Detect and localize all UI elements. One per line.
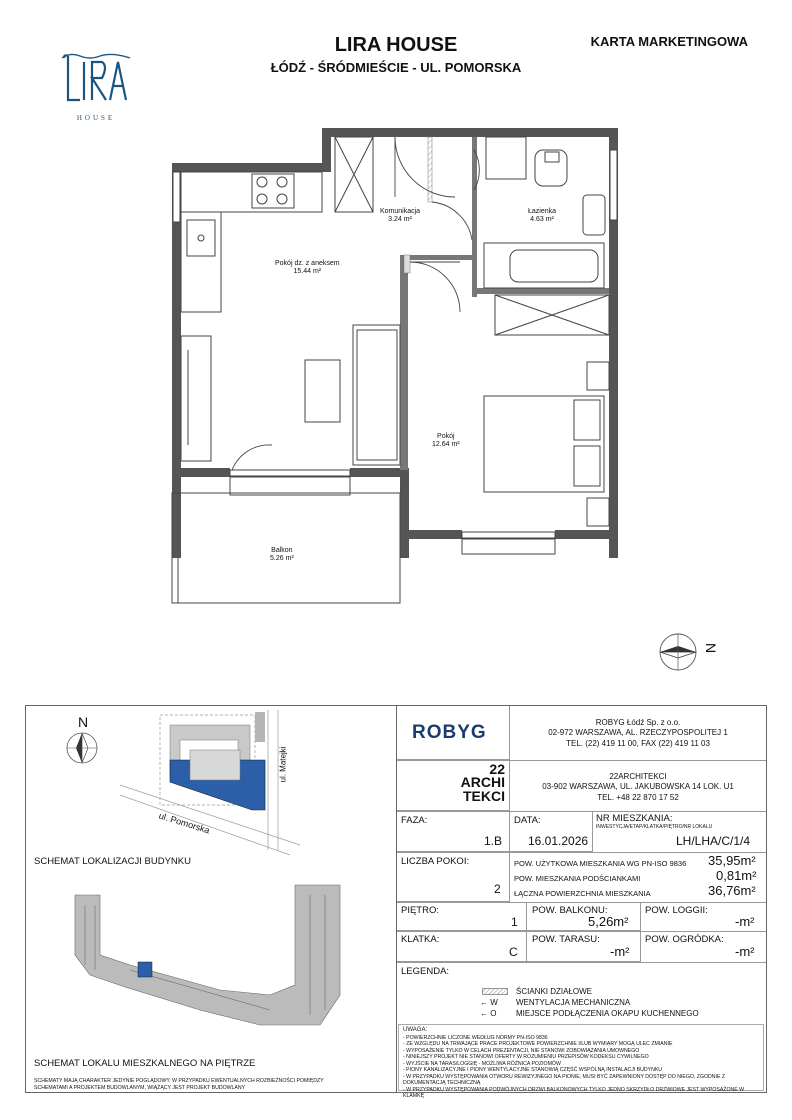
- architect-phone: TEL. +48 22 870 17 52: [597, 792, 679, 802]
- nr-sublabel: INWESTYCJA/ETAP/KLATKA/PIĘTRO/NR LOKALU: [596, 824, 713, 830]
- page-subtitle: ŁÓDŹ - ŚRÓDMIEŚCIE - UL. POMORSKA: [270, 60, 522, 75]
- architect-logo-line1: 22: [489, 761, 505, 777]
- room-lazienka-area: 4.63 m²: [530, 216, 554, 224]
- ogrodek-label: POW. OGRÓDKA:: [645, 934, 724, 945]
- pu-label: POW. UŻYTKOWA MIESZKANIA WG PN-ISO 9836: [514, 859, 687, 868]
- pl-label: ŁĄCZNA POWIERZCHNIA MIESZKANIA: [514, 889, 651, 898]
- room-pokoj: [432, 433, 460, 449]
- room-komunikacja-name: Komunikacja: [380, 208, 421, 215]
- location-compass-icon: [64, 730, 100, 766]
- notes-line: - ZE WZGLĘDU NA TRWAJĄCE PRACE PROJEKTOWE POWIERZCHNIE I/LUB WYMIARY MOGĄ ULEC ZMIANIE: [403, 1041, 673, 1047]
- notes-line: - PIONY KANALIZACYJNE I PIONY WENTYLACYJNE STANOWIĄ CZĘŚĆ WSPÓLNĄ INSTALACJI BUDYNKU: [403, 1067, 663, 1073]
- pietro-label: PIĘTRO:: [401, 905, 440, 916]
- architect-logo-line2: ARCHI: [460, 774, 505, 791]
- location-footnote: SCHEMATY MAJĄ CHARAKTER JEDYNIE POGLĄDOWY. W PRZYPADKU EWENTUALNYCH ROZBIEŻNOŚCI POMIĘDZY SCHEMATAMI A PROJEKTEM BUDOWLANYM, WIĄŻĄCY JEST PROJEKT BUDOWLANY: [34, 1078, 324, 1091]
- nr-value: LH/LHA/C/1/4: [676, 834, 751, 848]
- notes-line: - W PRZYPADKU WYSTĘPOWANIA PODWÓJNYCH DRZWI BALKONOWYCH TYLKO JEDNO SKRZYDŁO DRZWIOWE JEST WYPOSAŻONE W KLAMKĘ: [403, 1086, 745, 1099]
- compass-main-label: N: [703, 642, 720, 654]
- room-pokoj-name: Pokój: [437, 433, 455, 440]
- pokoje-label: LICZBA POKOI:: [401, 856, 470, 867]
- kitchen-counter: [181, 172, 322, 312]
- architect-address: 03-902 WARSZAWA, UL. JAKUBOWSKA 14 LOK. U1: [542, 782, 734, 792]
- room-balkon-area: 5.26 m²: [270, 555, 294, 563]
- bedroom-wardrobe: [495, 295, 609, 335]
- developer-address: 02-972 WARSZAWA, AL. RZECZYPOSPOLITEJ 1: [548, 728, 728, 738]
- developer-name: ROBYG Łódź Sp. z o.o.: [595, 718, 681, 727]
- data-label: DATA:: [514, 815, 541, 826]
- street-pomorska-label: ul. Pomorska: [157, 810, 211, 836]
- caption-building: SCHEMAT LOKALIZACJI BUDYNKU: [34, 856, 191, 867]
- room-lazienka: [528, 208, 556, 224]
- room-balkon-name: Balkon: [271, 547, 293, 554]
- loggia-value: -m²: [735, 914, 755, 929]
- legend-item-hood: MIEJSCE PODŁĄCZENIA OKAPU KUCHENNEGO: [516, 1009, 699, 1018]
- pietro-value: 1: [511, 915, 518, 929]
- data-value: 16.01.2026: [528, 834, 589, 848]
- taras-value: -m²: [610, 944, 630, 959]
- legend-title: LEGENDA:: [401, 966, 450, 977]
- legend-item-walls: ŚCIANKI DZIAŁOWE: [516, 987, 593, 996]
- page-title: LIRA HOUSE: [334, 34, 458, 56]
- divider-6: [397, 962, 766, 963]
- ogrodek-value: -m²: [735, 944, 755, 959]
- room-pokoj-area: 12.64 m²: [432, 441, 460, 449]
- interior-walls: [400, 137, 609, 470]
- balkon-label: POW. BALKONU:: [532, 905, 608, 916]
- pl-value: 36,76m²: [708, 883, 756, 898]
- legend-symbol-w: ← W: [480, 998, 498, 1007]
- pokoje-value: 2: [494, 882, 501, 896]
- location-north-label: N: [78, 714, 89, 730]
- logo-word: HOUSE: [76, 114, 116, 122]
- developer-info: [510, 718, 766, 749]
- architect-name: 22ARCHITEKCI: [609, 772, 667, 781]
- room-komunikacja-area: 3.24 m²: [388, 216, 412, 224]
- room-komunikacja: [380, 208, 420, 224]
- faza-value: 1.B: [484, 834, 503, 848]
- room-lazienka-name: Łazienka: [528, 208, 557, 215]
- robyg-logo: ROBYG: [412, 722, 487, 743]
- balkon-value: 5,26m²: [588, 914, 629, 929]
- nr-label: NR MIESZKANIA:: [596, 813, 673, 824]
- notes-line: - W PRZYPADKU WYSTĘPOWANIA OTWORU REWIZYJNEGO NA PIONIE, MUSI BYĆ ZAPEWNIONY DOSTĘP DO NIEGO, ZGODNIE Z DOKUMENTACJĄ TECHNICZNĄ: [403, 1073, 726, 1086]
- notes-line: - NINIEJSZY PROJEKT NIE STANOWI OFERTY W ROZUMIENIU PRZEPISÓW KODEKSU CYWILNEGO: [403, 1054, 649, 1060]
- card-type-label: KARTA MARKETINGOWA: [590, 34, 748, 49]
- klatka-value: C: [509, 945, 518, 959]
- legend-symbol-o: ← O: [480, 1009, 497, 1018]
- architect-info: [510, 772, 766, 803]
- pu-value: 35,95m²: [708, 853, 756, 868]
- wardrobe: [335, 137, 373, 212]
- caption-floor: SCHEMAT LOKALU MIESZKALNEGO NA PIĘTRZE: [34, 1058, 256, 1069]
- ps-label: POW. MIESZKANIA PODŚCIANKAMI: [514, 874, 641, 883]
- loggia-label: POW. LOGGII:: [645, 905, 708, 916]
- street-matejki-label: ul. Matejki: [278, 746, 288, 783]
- klatka-label: KLATKA:: [401, 934, 440, 945]
- architect-logo-line3: TEKCI: [463, 787, 505, 804]
- architect-logo: [440, 763, 505, 803]
- room-pokoj-aneks-area: 15.44 m²: [293, 268, 322, 276]
- faza-label: FAZA:: [401, 815, 428, 826]
- notes-title: UWAGA:: [403, 1027, 428, 1033]
- developer-phone: TEL. (22) 419 11 00, FAX (22) 419 11 03: [566, 738, 710, 748]
- legend-wall-swatch: [482, 988, 508, 995]
- notes-line: - WYJŚCIE NA TARAS/LOGGIĘ - MOŻLIWA RÓŻNICA POZIOMÓW: [403, 1060, 561, 1067]
- taras-label: POW. TARASU:: [532, 934, 600, 945]
- room-pokoj-aneks-name: Pokój dz. z aneksem: [275, 260, 340, 267]
- room-pokoj-aneks: [275, 260, 340, 276]
- legend-item-ventilation: WENTYLACJA MECHANICZNA: [516, 998, 631, 1007]
- notes-box: [398, 1024, 764, 1099]
- notes-line: - WYPOSAŻENIE TYLKO W CELACH PREZENTACJI, NIE STANOWI ZOBOWIĄZANIA UMOWNEGO: [403, 1047, 640, 1054]
- ps-value: 0,81m²: [716, 868, 757, 883]
- doors: [232, 137, 479, 470]
- location-map: [120, 710, 300, 855]
- bed: [484, 362, 609, 526]
- living-furniture: [181, 325, 400, 465]
- room-balkon: [270, 547, 294, 563]
- notes-line: - POWIERZCHNIE LICZONE WEDŁUG NORMY PN-ISO 9836: [403, 1034, 548, 1041]
- floor-schematic: [70, 875, 370, 1035]
